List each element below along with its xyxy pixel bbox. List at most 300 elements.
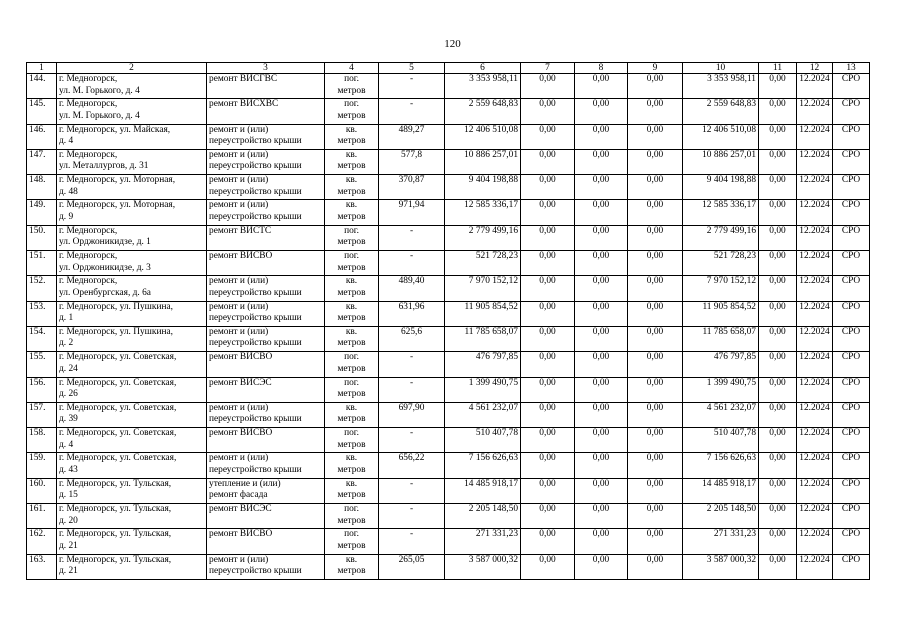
work-type-line: ремонт ВИСТС [209, 225, 272, 236]
area-cell: 971,94 [379, 200, 445, 225]
address-cell [57, 402, 207, 427]
row-number-cell: 160. [27, 478, 57, 503]
area-cell: - [379, 504, 445, 529]
work-type-cell [207, 453, 325, 478]
value-cell-8: 0,00 [575, 149, 628, 174]
value-cell-8: 0,00 [575, 529, 628, 554]
value-cell-8: 0,00 [575, 326, 628, 351]
address-line: г. Медногорск, [59, 251, 118, 262]
unit-line: пог. [344, 251, 359, 262]
deadline-cell: 12.2024 [797, 200, 833, 225]
work-type-cell [207, 352, 325, 377]
value-cell-9: 0,00 [628, 251, 683, 276]
address-cell [57, 453, 207, 478]
area-cell: - [379, 352, 445, 377]
column-header: 8 [575, 63, 628, 74]
work-type-line: ремонт ВИСЭС [209, 504, 272, 515]
value-cell-8: 0,00 [575, 251, 628, 276]
work-type-line: переустройство крыши [209, 338, 302, 349]
value-cell-7: 0,00 [521, 377, 575, 402]
work-type-line: переустройство крыши [209, 211, 302, 222]
unit-cell [325, 74, 379, 99]
work-type-line: ремонт ВИСВО [209, 428, 273, 439]
unit-cell [325, 352, 379, 377]
address-line: д. 15 [59, 490, 78, 501]
value-cell-11: 0,00 [759, 74, 797, 99]
unit-line: кв. [345, 200, 358, 211]
value-cell-9: 0,00 [628, 402, 683, 427]
total-cost-cell: 12 585 336,17 [445, 200, 521, 225]
work-type-cell [207, 377, 325, 402]
address-line: ул. Орджоникидзе, д. 3 [59, 262, 151, 273]
value-cell-10: 1 399 490,75 [683, 377, 759, 402]
address-cell [57, 175, 207, 200]
funding-source-cell: СРО [833, 402, 870, 427]
funding-source-cell: СРО [833, 453, 870, 478]
column-header: 9 [628, 63, 683, 74]
table-row [27, 478, 870, 503]
value-cell-9: 0,00 [628, 124, 683, 149]
work-type-line: переустройство крыши [209, 313, 302, 324]
address-line: г. Медногорск, ул. Тульская, [59, 554, 172, 565]
value-cell-9: 0,00 [628, 301, 683, 326]
value-cell-10: 476 797,85 [683, 352, 759, 377]
table-row [27, 453, 870, 478]
value-cell-10: 3 353 958,11 [683, 74, 759, 99]
row-number-cell: 157. [27, 402, 57, 427]
row-number-cell: 144. [27, 74, 57, 99]
area-cell: - [379, 99, 445, 124]
address-line: г. Медногорск, ул. Советская, [59, 453, 177, 464]
work-type-cell [207, 301, 325, 326]
unit-cell [325, 251, 379, 276]
value-cell-8: 0,00 [575, 428, 628, 453]
address-cell [57, 124, 207, 149]
work-type-line: ремонт ВИСВО [209, 352, 273, 363]
funding-source-cell: СРО [833, 301, 870, 326]
total-cost-cell: 2 559 648,83 [445, 99, 521, 124]
value-cell-11: 0,00 [759, 377, 797, 402]
unit-cell [325, 200, 379, 225]
value-cell-11: 0,00 [759, 149, 797, 174]
unit-line: метров [337, 287, 366, 298]
funding-source-cell: СРО [833, 554, 870, 579]
capital-repair-table [26, 62, 870, 580]
value-cell-11: 0,00 [759, 453, 797, 478]
total-cost-cell: 2 205 148,50 [445, 504, 521, 529]
address-cell [57, 428, 207, 453]
deadline-cell: 12.2024 [797, 402, 833, 427]
unit-line: метров [337, 414, 366, 425]
area-cell: - [379, 377, 445, 402]
work-type-line: переустройство крыши [209, 414, 302, 425]
address-line: д. 39 [59, 414, 78, 425]
work-type-line: ремонт и (или) [209, 124, 269, 135]
deadline-cell: 12.2024 [797, 326, 833, 351]
value-cell-7: 0,00 [521, 175, 575, 200]
work-type-line: ремонт и (или) [209, 149, 269, 160]
row-number-cell: 150. [27, 225, 57, 250]
address-cell [57, 74, 207, 99]
address-line: д. 21 [59, 566, 78, 577]
table-row [27, 124, 870, 149]
value-cell-9: 0,00 [628, 478, 683, 503]
row-number-cell: 154. [27, 326, 57, 351]
unit-cell [325, 453, 379, 478]
total-cost-cell: 2 779 499,16 [445, 225, 521, 250]
row-number-cell: 148. [27, 175, 57, 200]
address-line: г. Медногорск, ул. Советская, [59, 402, 177, 413]
work-type-line: ремонт фасада [209, 490, 268, 501]
funding-source-cell: СРО [833, 326, 870, 351]
value-cell-9: 0,00 [628, 377, 683, 402]
table-row [27, 276, 870, 301]
work-type-line: ремонт ВИСВО [209, 251, 273, 262]
work-type-cell [207, 326, 325, 351]
unit-line: метров [337, 464, 366, 475]
unit-line: пог. [344, 529, 359, 540]
funding-source-cell: СРО [833, 529, 870, 554]
unit-cell [325, 99, 379, 124]
value-cell-9: 0,00 [628, 99, 683, 124]
deadline-cell: 12.2024 [797, 251, 833, 276]
unit-line: метров [337, 566, 366, 577]
value-cell-10: 12 585 336,17 [683, 200, 759, 225]
table-row [27, 352, 870, 377]
address-line: д. 48 [59, 186, 78, 197]
value-cell-9: 0,00 [628, 428, 683, 453]
value-cell-10: 11 905 854,52 [683, 301, 759, 326]
deadline-cell: 12.2024 [797, 377, 833, 402]
value-cell-10: 4 561 232,07 [683, 402, 759, 427]
value-cell-11: 0,00 [759, 200, 797, 225]
address-cell [57, 326, 207, 351]
column-header: 13 [833, 63, 870, 74]
area-cell: 656,22 [379, 453, 445, 478]
unit-line: метров [337, 262, 366, 273]
unit-cell [325, 428, 379, 453]
address-cell [57, 276, 207, 301]
total-cost-cell: 4 561 232,07 [445, 402, 521, 427]
value-cell-8: 0,00 [575, 175, 628, 200]
address-line: д. 4 [59, 439, 74, 450]
address-line: ул. Орджоникидзе, д. 1 [59, 237, 151, 248]
value-cell-7: 0,00 [521, 149, 575, 174]
address-line: д. 2 [59, 338, 74, 349]
value-cell-7: 0,00 [521, 326, 575, 351]
work-type-line: ремонт и (или) [209, 276, 269, 287]
work-type-line: ремонт и (или) [209, 301, 269, 312]
deadline-cell: 12.2024 [797, 428, 833, 453]
unit-line: метров [337, 540, 366, 551]
funding-source-cell: СРО [833, 124, 870, 149]
value-cell-8: 0,00 [575, 554, 628, 579]
value-cell-10: 14 485 918,17 [683, 478, 759, 503]
total-cost-cell: 1 399 490,75 [445, 377, 521, 402]
row-number-cell: 155. [27, 352, 57, 377]
value-cell-7: 0,00 [521, 428, 575, 453]
unit-line: кв. [345, 301, 358, 312]
value-cell-7: 0,00 [521, 276, 575, 301]
value-cell-11: 0,00 [759, 175, 797, 200]
area-cell: 697,90 [379, 402, 445, 427]
unit-line: кв. [345, 149, 358, 160]
value-cell-7: 0,00 [521, 352, 575, 377]
work-type-line: ремонт и (или) [209, 326, 269, 337]
address-cell [57, 478, 207, 503]
deadline-cell: 12.2024 [797, 225, 833, 250]
column-header: 10 [683, 63, 759, 74]
work-type-line: переустройство крыши [209, 566, 302, 577]
work-type-cell [207, 225, 325, 250]
value-cell-9: 0,00 [628, 453, 683, 478]
area-cell: - [379, 478, 445, 503]
address-cell [57, 99, 207, 124]
total-cost-cell: 14 485 918,17 [445, 478, 521, 503]
column-header: 4 [325, 63, 379, 74]
total-cost-cell: 11 905 854,52 [445, 301, 521, 326]
area-cell: - [379, 74, 445, 99]
unit-cell [325, 504, 379, 529]
unit-line: кв. [345, 326, 358, 337]
total-cost-cell: 11 785 658,07 [445, 326, 521, 351]
value-cell-7: 0,00 [521, 554, 575, 579]
deadline-cell: 12.2024 [797, 99, 833, 124]
value-cell-8: 0,00 [575, 124, 628, 149]
address-cell [57, 225, 207, 250]
total-cost-cell: 7 156 626,63 [445, 453, 521, 478]
column-header: 11 [759, 63, 797, 74]
value-cell-7: 0,00 [521, 251, 575, 276]
address-line: д. 26 [59, 389, 78, 400]
unit-line: метров [337, 439, 366, 450]
deadline-cell: 12.2024 [797, 529, 833, 554]
value-cell-9: 0,00 [628, 529, 683, 554]
row-number-cell: 147. [27, 149, 57, 174]
row-number-cell: 151. [27, 251, 57, 276]
unit-line: метров [337, 389, 366, 400]
funding-source-cell: СРО [833, 251, 870, 276]
unit-line: метров [337, 338, 366, 349]
table-row [27, 402, 870, 427]
unit-cell [325, 326, 379, 351]
address-line: г. Медногорск, [59, 74, 118, 84]
value-cell-8: 0,00 [575, 74, 628, 99]
work-type-cell [207, 99, 325, 124]
value-cell-7: 0,00 [521, 301, 575, 326]
value-cell-11: 0,00 [759, 276, 797, 301]
area-cell: - [379, 225, 445, 250]
row-number-cell: 149. [27, 200, 57, 225]
row-number-cell: 158. [27, 428, 57, 453]
work-type-line: утепление и (или) [209, 478, 281, 489]
total-cost-cell: 510 407,78 [445, 428, 521, 453]
work-type-line: переустройство крыши [209, 287, 302, 298]
value-cell-9: 0,00 [628, 352, 683, 377]
funding-source-cell: СРО [833, 74, 870, 99]
address-line: ул. Металлургов, д. 31 [59, 161, 149, 172]
unit-cell [325, 301, 379, 326]
funding-source-cell: СРО [833, 377, 870, 402]
table-row [27, 175, 870, 200]
value-cell-10: 2 779 499,16 [683, 225, 759, 250]
value-cell-7: 0,00 [521, 124, 575, 149]
table-row [27, 149, 870, 174]
value-cell-9: 0,00 [628, 149, 683, 174]
work-type-cell [207, 478, 325, 503]
page-number: 120 [444, 38, 461, 50]
table-row [27, 99, 870, 124]
unit-line: пог. [344, 225, 359, 236]
value-cell-9: 0,00 [628, 326, 683, 351]
table-row [27, 74, 870, 99]
address-line: д. 1 [59, 313, 74, 324]
value-cell-8: 0,00 [575, 504, 628, 529]
area-cell: 625,6 [379, 326, 445, 351]
table-row [27, 251, 870, 276]
total-cost-cell: 3 587 000,32 [445, 554, 521, 579]
deadline-cell: 12.2024 [797, 554, 833, 579]
table-row [27, 326, 870, 351]
address-line: г. Медногорск, [59, 225, 118, 236]
work-type-line: ремонт и (или) [209, 554, 269, 565]
work-type-line: ремонт ВИСЭС [209, 377, 272, 388]
value-cell-10: 3 587 000,32 [683, 554, 759, 579]
value-cell-11: 0,00 [759, 402, 797, 427]
value-cell-11: 0,00 [759, 124, 797, 149]
row-number-cell: 162. [27, 529, 57, 554]
unit-line: кв. [345, 554, 358, 565]
funding-source-cell: СРО [833, 478, 870, 503]
table-row [27, 200, 870, 225]
value-cell-10: 11 785 658,07 [683, 326, 759, 351]
address-line: д. 21 [59, 540, 78, 551]
address-line: ул. М. Горького, д. 4 [59, 85, 140, 96]
unit-line: метров [337, 237, 366, 248]
value-cell-8: 0,00 [575, 301, 628, 326]
funding-source-cell: СРО [833, 276, 870, 301]
total-cost-cell: 3 353 958,11 [445, 74, 521, 99]
value-cell-7: 0,00 [521, 74, 575, 99]
value-cell-7: 0,00 [521, 453, 575, 478]
address-line: ул. М. Горького, д. 4 [59, 110, 140, 121]
value-cell-11: 0,00 [759, 529, 797, 554]
address-line: д. 43 [59, 464, 78, 475]
value-cell-8: 0,00 [575, 377, 628, 402]
deadline-cell: 12.2024 [797, 124, 833, 149]
row-number-cell: 153. [27, 301, 57, 326]
unit-line: кв. [345, 276, 358, 287]
area-cell: 265,05 [379, 554, 445, 579]
row-number-cell: 145. [27, 99, 57, 124]
value-cell-10: 12 406 510,08 [683, 124, 759, 149]
work-type-cell [207, 428, 325, 453]
total-cost-cell: 476 797,85 [445, 352, 521, 377]
work-type-line: ремонт и (или) [209, 175, 269, 186]
area-cell: 489,27 [379, 124, 445, 149]
unit-line: метров [337, 136, 366, 147]
total-cost-cell: 12 406 510,08 [445, 124, 521, 149]
unit-line: пог. [344, 504, 359, 515]
value-cell-10: 2 559 648,83 [683, 99, 759, 124]
funding-source-cell: СРО [833, 428, 870, 453]
area-cell: - [379, 428, 445, 453]
unit-line: метров [337, 211, 366, 222]
address-line: д. 24 [59, 363, 78, 374]
value-cell-8: 0,00 [575, 478, 628, 503]
address-line: г. Медногорск, [59, 149, 118, 160]
value-cell-8: 0,00 [575, 200, 628, 225]
value-cell-11: 0,00 [759, 301, 797, 326]
area-cell: 370,87 [379, 175, 445, 200]
value-cell-10: 7 970 152,12 [683, 276, 759, 301]
work-type-line: переустройство крыши [209, 161, 302, 172]
unit-line: метров [337, 85, 366, 96]
address-line: г. Медногорск, [59, 276, 118, 287]
area-cell: 577,8 [379, 149, 445, 174]
address-line: д. 20 [59, 515, 78, 526]
unit-cell [325, 529, 379, 554]
table-row [27, 301, 870, 326]
funding-source-cell: СРО [833, 504, 870, 529]
value-cell-10: 2 205 148,50 [683, 504, 759, 529]
value-cell-9: 0,00 [628, 200, 683, 225]
unit-line: кв. [345, 124, 358, 135]
row-number-cell: 152. [27, 276, 57, 301]
deadline-cell: 12.2024 [797, 149, 833, 174]
unit-line: кв. [345, 478, 358, 489]
table-row [27, 529, 870, 554]
value-cell-10: 271 331,23 [683, 529, 759, 554]
total-cost-cell: 7 970 152,12 [445, 276, 521, 301]
value-cell-7: 0,00 [521, 478, 575, 503]
column-header: 12 [797, 63, 833, 74]
work-type-line: переустройство крыши [209, 464, 302, 475]
address-line: г. Медногорск, ул. Тульская, [59, 529, 172, 540]
unit-line: метров [337, 186, 366, 197]
value-cell-9: 0,00 [628, 554, 683, 579]
unit-line: пог. [344, 428, 359, 439]
address-cell [57, 251, 207, 276]
work-type-cell [207, 200, 325, 225]
row-number-cell: 156. [27, 377, 57, 402]
value-cell-8: 0,00 [575, 225, 628, 250]
table-row [27, 504, 870, 529]
total-cost-cell: 10 886 257,01 [445, 149, 521, 174]
address-line: г. Медногорск, ул. Тульская, [59, 478, 172, 489]
funding-source-cell: СРО [833, 200, 870, 225]
work-type-line: переустройство крыши [209, 186, 302, 197]
value-cell-11: 0,00 [759, 352, 797, 377]
unit-line: пог. [344, 377, 359, 388]
address-line: г. Медногорск, ул. Советская, [59, 377, 177, 388]
address-line: г. Медногорск, ул. Моторная, [59, 175, 176, 186]
work-type-line: ремонт и (или) [209, 402, 269, 413]
row-number-cell: 159. [27, 453, 57, 478]
address-line: г. Медногорск, ул. Пушкина, [59, 326, 173, 337]
deadline-cell: 12.2024 [797, 74, 833, 99]
value-cell-8: 0,00 [575, 352, 628, 377]
value-cell-9: 0,00 [628, 175, 683, 200]
address-cell [57, 149, 207, 174]
value-cell-10: 7 156 626,63 [683, 453, 759, 478]
value-cell-10: 510 407,78 [683, 428, 759, 453]
address-line: г. Медногорск, ул. Советская, [59, 352, 177, 363]
column-number-row [27, 63, 870, 74]
unit-cell [325, 377, 379, 402]
column-header: 2 [57, 63, 207, 74]
address-cell [57, 301, 207, 326]
